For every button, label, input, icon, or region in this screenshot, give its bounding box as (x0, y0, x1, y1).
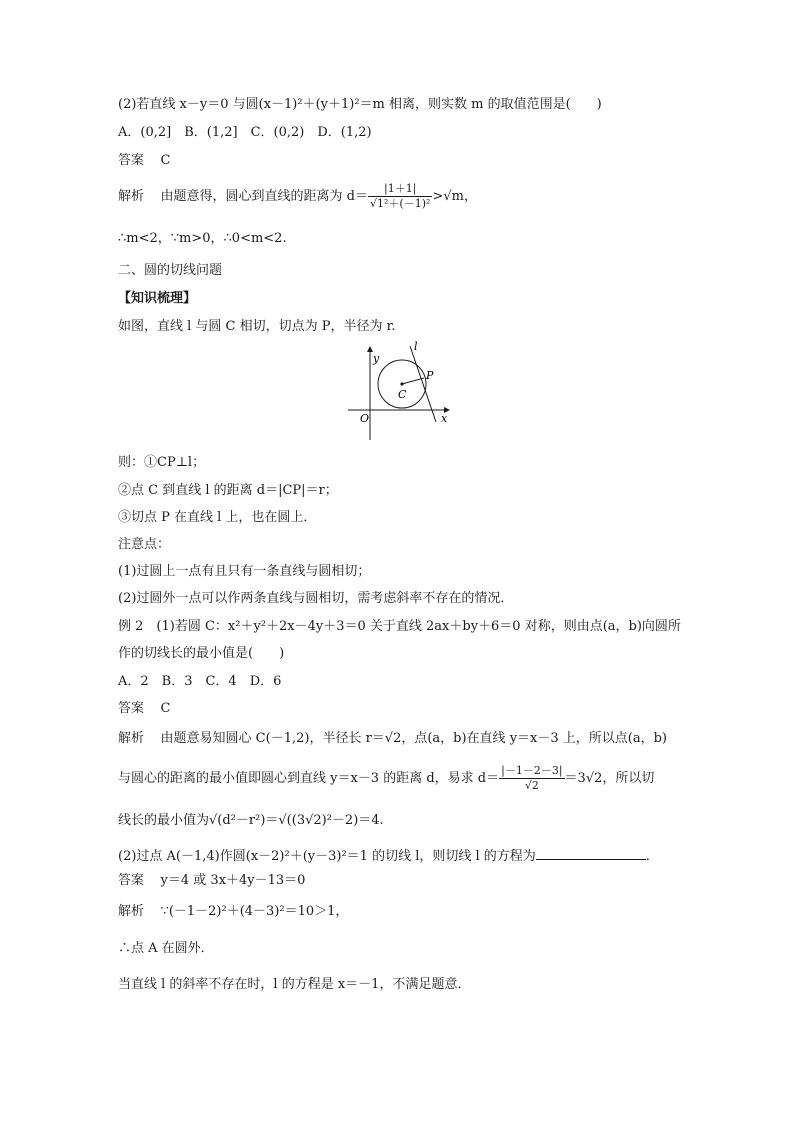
example2-q2-stem: (2)过点 A(－1,4)作圆(x－2)²＋(y－3)²＝1 的切线 l，则切线 l 的方程为 ． (118, 845, 659, 866)
answer-blank (536, 845, 646, 860)
analysis-label: 解析 (118, 904, 145, 919)
answer-row (118, 152, 171, 170)
example2-q2-analysis-3: 当直线 l 的斜率不存在时，l 的方程是 x＝－1，不满足题意． (118, 977, 471, 992)
note-2: (2)过圆外一点可以作两条直线与圆相切，需考虑斜率不存在的情况． (118, 591, 514, 606)
answer-label: 答案 (118, 701, 145, 716)
radius-cp (402, 378, 424, 384)
label-p: P (426, 369, 434, 382)
label-x: x (441, 412, 448, 425)
analysis-text: 由题意易知圆心 C(－1,2)，半径长 r＝√2，点(a，b)在直线 y＝x－3 上，所以点(a，b) (160, 731, 667, 746)
tangent-line (410, 346, 436, 422)
property-3: ③切点 P 在直线 l 上，也在圆上． (118, 510, 317, 525)
analysis-row (118, 182, 477, 211)
note-title: 注意点： (118, 537, 171, 552)
example2-answer-row (118, 700, 171, 718)
answer-value: y＝4 或 3x＋4y－13＝0 (160, 873, 306, 888)
property-2: ②点 C 到直线 l 的距离 d＝|CP|＝r； (118, 483, 338, 498)
example2-analysis-2 (118, 764, 654, 793)
analysis-text-end: ＝3√2，所以切 (564, 771, 655, 786)
section-title: 二、圆的切线问题 (118, 263, 223, 278)
label-origin: O (360, 412, 370, 425)
intro-text: 如图，直线 l 与圆 C 相切，切点为 P，半径为 r. (118, 319, 396, 334)
example2-options: A．2 B．3 C．4 D．6 (118, 674, 282, 689)
answer-value: C (160, 153, 171, 168)
note-1: (1)过圆上一点有且只有一条直线与圆相切； (118, 564, 371, 579)
answer-label: 答案 (118, 153, 145, 168)
knowledge-heading: 【知识梳理】 (118, 291, 197, 306)
example2-q2-answer-row (118, 872, 305, 890)
fraction-numerator: |1＋1| (368, 182, 432, 197)
q2-stem-text: (2)过点 A(－1,4)作圆(x－2)²＋(y－3)²＝1 的切线 l，则切线 l 的方程为 (118, 849, 536, 864)
answer-label: 答案 (118, 873, 145, 888)
conclusion: ∴m<2，∵m>0，∴0<m<2. (118, 231, 287, 246)
analysis-label: 解析 (118, 731, 145, 746)
fraction-denominator: √1²＋(－1)² (370, 197, 431, 210)
fraction-numerator: |－1－2－3| (501, 764, 563, 777)
answer-value: C (160, 701, 171, 716)
label-y: y (373, 352, 380, 365)
example2-stem-1: 例 2 (1)若圆 C：x²＋y²＋2x－4y＋3＝0 关于直线 2ax＋by＋6＝0 对称，则由点(a，b)向圆所 (118, 619, 681, 634)
center-point (400, 382, 403, 385)
label-c: C (398, 388, 407, 401)
question-stem: (2)若直线 x－y＝0 与圆(x－1)²＋(y＋1)²＝m 相离，则实数 m 的取值范围是( ) (118, 97, 602, 112)
analysis-text: 与圆心的距离的最小值即圆心到直线 y＝x－3 的距离 d，易求 d＝ (118, 771, 500, 786)
property-1: 则：①CP⊥l； (118, 455, 206, 470)
example2-q2-analysis-2: ∴点 A 在圆外． (118, 941, 214, 956)
distance-fraction (499, 764, 564, 793)
analysis-text: 由题意得，圆心到直线的距离为 d＝ (160, 189, 369, 204)
example2-analysis-1 (118, 730, 667, 748)
example2-analysis-3: 线长的最小值为√(d²－r²)＝√((3√2)²－2)＝4. (118, 813, 384, 828)
analysis-text-end: >√m， (432, 189, 477, 204)
answer-options: A．(0,2] B．(1,2] C．(0,2) D．(1,2) (118, 125, 372, 140)
example2-q2-analysis-1 (118, 903, 348, 921)
label-l: l (414, 340, 418, 353)
tangent-diagram (344, 340, 454, 442)
analysis-text: ∵(－1－2)²＋(4－3)²＝10＞1， (160, 904, 349, 919)
distance-fraction (368, 182, 432, 211)
example2-stem-2: 作的切线长的最小值是( ) (118, 646, 285, 661)
fraction-denominator: √2 (524, 779, 539, 792)
analysis-label: 解析 (118, 189, 145, 204)
